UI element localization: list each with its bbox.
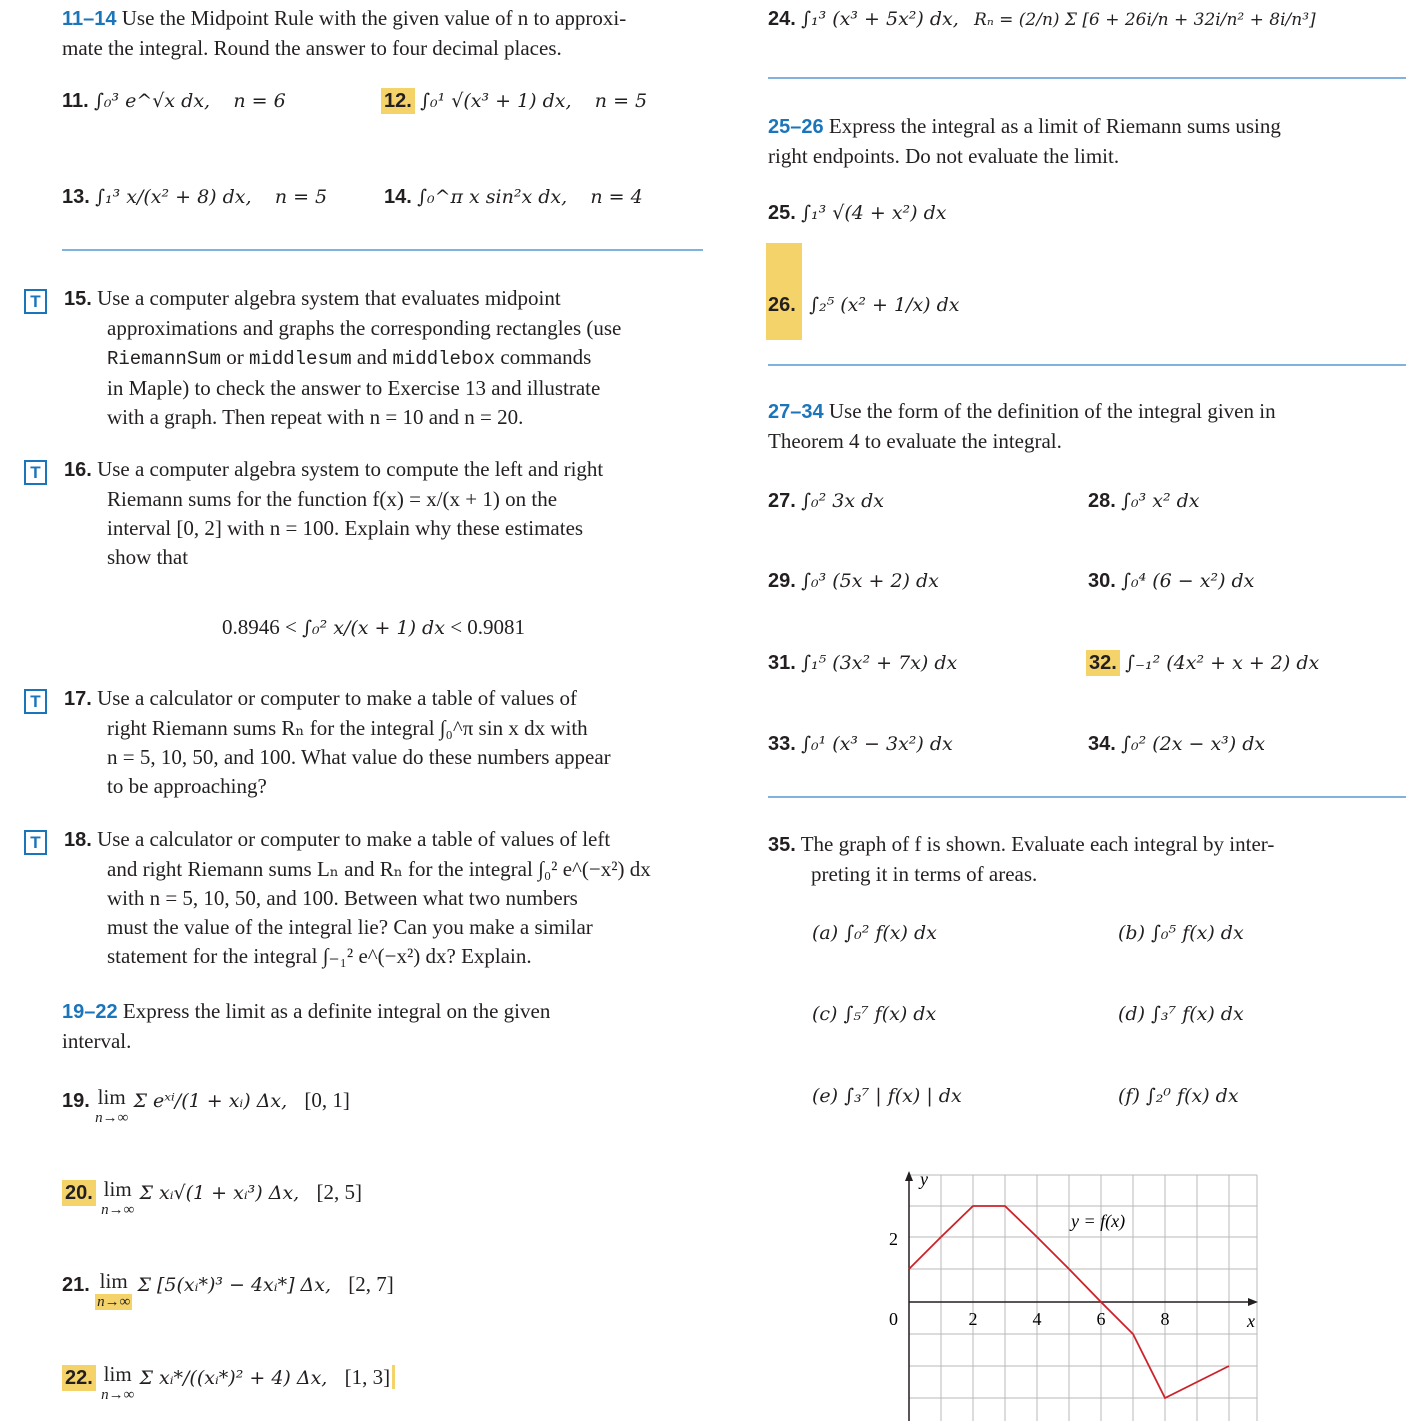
exercise-20 (62, 1177, 362, 1219)
exercise-text: statement for the integral ∫₋₁² e^(−x²) dx? Explain. (107, 944, 532, 968)
limit-subscript: n→∞ (97, 1294, 131, 1310)
curve-label: y = f(x) (1071, 1211, 1126, 1231)
exercise-expression: ∫₀¹ (x³ − 3x²) dx (801, 733, 953, 755)
exercise-interval: [2, 5] (316, 1180, 362, 1204)
exercise-expression: ∫₀³ (5x + 2) dx (801, 570, 939, 592)
exercise-text: with n = 5, 10, 50, and 100. Between what two numbers (107, 886, 578, 910)
part-b: (b) ∫₀⁵ f(x) dx (1118, 922, 1244, 944)
section-27-34-instructions (768, 397, 1404, 456)
exercise-text: Use a computer algebra system that evaluates midpoint (97, 286, 561, 310)
exercise-number: 27. (768, 490, 796, 512)
exercise-number: 35. (768, 834, 796, 856)
section-range: 19–22 (62, 1001, 118, 1023)
part-e: (e) ∫₃⁷ | f(x) | dx (812, 1085, 962, 1107)
exercise-expression: ∫₀³ x² dx (1121, 490, 1200, 512)
exercise-number: 19. (62, 1090, 90, 1112)
exercise-expression: ∫₀² (2x − x³) dx (1121, 733, 1266, 755)
section-range: 25–26 (768, 116, 824, 138)
exercise-text: must the value of the integral lie? Can you make a similar (107, 915, 593, 939)
part-a: (a) ∫₀² f(x) dx (812, 922, 937, 944)
section-text-2: interval. (62, 1029, 132, 1053)
exercise-12 (381, 88, 647, 113)
exercise-text: approximations and graphs the corresponding rectangles (use (107, 316, 622, 340)
section-range: 27–34 (768, 401, 824, 423)
exercise-expression: ∫₀³ e^√x dx, (93, 90, 211, 112)
exercise-number: 28. (1088, 490, 1116, 512)
exercise-number: 17. (64, 688, 92, 710)
exercise-number: 31. (768, 652, 796, 674)
exercise-n: n = 6 (233, 90, 286, 112)
exercise-expression: Σ xᵢ√(1 + xᵢ³) Δx, (139, 1182, 300, 1204)
exercise-31 (768, 650, 957, 675)
section-text-2: right endpoints. Do not evaluate the limit. (768, 144, 1120, 168)
exercise-text: Use a computer algebra system to compute the left and right (97, 457, 604, 481)
x-tick-label: 8 (1160, 1309, 1170, 1329)
exercise-expression: ∫₁³ x/(x² + 8) dx, (95, 186, 252, 208)
code-command: middlesum (249, 348, 352, 370)
exercise-19 (62, 1085, 350, 1127)
exercise-18 (64, 825, 704, 971)
section-text-2: Theorem 4 to evaluate the integral. (768, 429, 1062, 453)
exercise-text: and right Riemann sums Lₙ and Rₙ for the integral ∫₀² e^(−x²) dx (107, 857, 651, 881)
exercise-expression: ∫₀² 3x dx (801, 490, 884, 512)
exercise-35 (768, 830, 1404, 889)
exercise-expression: ∫₁³ (x³ + 5x²) dx, (801, 8, 959, 30)
exercise-interval: [2, 7] (348, 1272, 394, 1296)
inequality-display (222, 615, 525, 640)
part-f: (f) ∫₂⁰ f(x) dx (1118, 1085, 1239, 1107)
inequality-integral: ∫₀² x/(x + 1) dx (302, 617, 445, 639)
exercise-expression: ∫₁³ √(4 + x²) dx (801, 202, 947, 224)
exercise-number: 15. (64, 288, 92, 310)
code-command: RiemannSum (107, 348, 222, 370)
exercise-32 (1086, 650, 1319, 675)
technology-badge: T (24, 288, 47, 314)
riemann-sum-formula: Rₙ = (2/n) Σ [6 + 26i/n + 32i/n² + 8i/n³] (974, 10, 1316, 30)
exercise-14 (384, 184, 643, 209)
section-11-14-instructions (62, 4, 702, 63)
exercise-29 (768, 568, 939, 593)
exercise-number: 20. (62, 1180, 96, 1206)
exercise-number: 11. (62, 90, 89, 112)
exercise-number: 21. (62, 1274, 90, 1296)
exercise-expression: ∫₋₁² (4x² + x + 2) dx (1125, 652, 1320, 674)
y-tick-label: 2 (889, 1229, 898, 1249)
exercise-text: Use a calculator or computer to make a table of values of (97, 686, 577, 710)
section-19-22-instructions (62, 997, 702, 1056)
x-tick-label: 6 (1096, 1309, 1106, 1329)
exercise-number: 34. (1088, 733, 1116, 755)
exercise-n: n = 5 (594, 90, 648, 112)
exercise-25 (768, 200, 947, 225)
technology-badge: T (24, 688, 47, 714)
x-axis-label: x (1247, 1311, 1255, 1331)
limit-operator: lim (103, 1177, 132, 1201)
exercise-number: 18. (64, 829, 92, 851)
exercise-text: interval [0, 2] with n = 100. Explain why these estimates (107, 516, 584, 540)
exercise-number: 24. (768, 8, 796, 30)
exercise-15: 15. Use a computer algebra system that evaluates midpoint approximations and graphs the corresponding rectangles (use RiemannSum or middlesum and middlebox commands in Maple) to check the answer to Exercise 13 and illustrate with a graph. Then repeat with n = 10 and n = 20. (64, 286, 622, 429)
origin-label: 0 (889, 1309, 898, 1329)
limit-operator: lim (97, 1085, 126, 1109)
exercise-expression: Σ [5(xᵢ*)³ − 4xᵢ*] Δx, (137, 1274, 332, 1296)
exercise-26 (768, 292, 960, 317)
exercise-number: 25. (768, 202, 796, 224)
x-tick-label: 4 (1032, 1309, 1042, 1329)
exercise-expression: ∫₀⁴ (6 − x²) dx (1121, 570, 1255, 592)
code-command: middlebox (392, 348, 496, 370)
exercise-16 (64, 455, 704, 572)
limit-subscript: n→∞ (101, 1387, 135, 1403)
exercise-number: 26. (768, 294, 796, 316)
exercise-text: in Maple) to check the answer to Exercise 13 and illustrate (107, 376, 601, 400)
exercise-text: The graph of f is shown. Evaluate each integral by inter- (800, 832, 1275, 856)
inequality-right: < 0.9081 (450, 615, 526, 639)
function-graph (880, 1165, 1270, 1421)
exercise-expression: Σ eˣⁱ/(1 + xᵢ) Δx, (133, 1090, 288, 1112)
part-d: (d) ∫₃⁷ f(x) dx (1118, 1003, 1244, 1025)
limit-operator: lim (99, 1269, 128, 1293)
exercise-33 (768, 731, 953, 756)
x-tick-label: 2 (968, 1309, 978, 1329)
exercise-number: 13. (62, 186, 90, 208)
section-text-1: Express the limit as a definite integral on the given (122, 999, 551, 1023)
part-c: (c) ∫₅⁷ f(x) dx (812, 1003, 937, 1025)
section-divider (768, 364, 1406, 366)
section-text-1: Use the form of the definition of the integral given in (828, 399, 1276, 423)
exercise-22 (62, 1362, 395, 1404)
exercise-number: 14. (384, 186, 412, 208)
inequality-left: 0.8946 < (222, 615, 297, 639)
exercise-34 (1088, 731, 1265, 756)
exercise-n: n = 5 (274, 186, 328, 208)
exercise-27 (768, 488, 884, 513)
exercise-30 (1088, 568, 1254, 593)
exercise-number: 29. (768, 570, 796, 592)
exercise-number: 32. (1086, 650, 1120, 676)
y-axis-label: y (920, 1169, 928, 1189)
limit-subscript: n→∞ (95, 1110, 129, 1126)
exercise-13 (62, 184, 327, 209)
section-25-26-instructions (768, 112, 1404, 171)
technology-badge: T (24, 459, 47, 485)
exercise-number: 22. (62, 1365, 96, 1391)
exercise-n: n = 4 (590, 186, 643, 208)
section-text-2: mate the integral. Round the answer to four decimal places. (62, 36, 562, 60)
exercise-11 (62, 88, 286, 113)
exercise-expression: ∫₀^π x sin²x dx, (417, 186, 568, 208)
exercise-text: show that (107, 545, 189, 569)
limit-subscript: n→∞ (101, 1202, 135, 1218)
exercise-number: 33. (768, 733, 796, 755)
exercise-expression: ∫₂⁵ (x² + 1/x) dx (809, 294, 960, 316)
exercise-expression: ∫₀¹ √(x³ + 1) dx, (420, 90, 572, 112)
exercise-number: 12. (381, 88, 415, 114)
section-divider (768, 77, 1406, 79)
section-text-1: Use the Midpoint Rule with the given value of n to approxi- (121, 6, 627, 30)
y-axis-arrow (905, 1171, 913, 1181)
exercise-number: 30. (1088, 570, 1116, 592)
exercise-text: Use a calculator or computer to make a table of values of left (97, 827, 611, 851)
section-text-1: Express the integral as a limit of Riemann sums using (828, 114, 1281, 138)
section-range: 11–14 (62, 8, 117, 30)
exercise-text: to be approaching? (107, 774, 267, 798)
exercise-text: Riemann sums for the function f(x) = x/(x + 1) on the (107, 487, 558, 511)
section-divider (768, 796, 1406, 798)
exercise-interval: [0, 1] (304, 1088, 350, 1112)
exercise-expression: Σ xᵢ*/((xᵢ*)² + 4) Δx, (139, 1367, 328, 1389)
exercise-expression: ∫₁⁵ (3x² + 7x) dx (801, 652, 958, 674)
section-divider (62, 249, 703, 251)
exercise-24 (768, 6, 1316, 31)
exercise-17 (64, 684, 704, 801)
exercise-21 (62, 1269, 394, 1311)
exercise-text: right Riemann sums Rₙ for the integral ∫₀^π sin x dx with (107, 716, 588, 740)
exercise-text: n = 5, 10, 50, and 100. What value do these numbers appear (107, 745, 611, 769)
exercise-interval: [1, 3] (345, 1365, 396, 1389)
exercise-text: preting it in terms of areas. (811, 862, 1038, 886)
exercise-28 (1088, 488, 1199, 513)
limit-operator: lim (103, 1362, 132, 1386)
exercise-text: with a graph. Then repeat with n = 10 and n = 20. (107, 405, 524, 429)
exercise-number: 16. (64, 459, 92, 481)
technology-badge: T (24, 829, 47, 855)
